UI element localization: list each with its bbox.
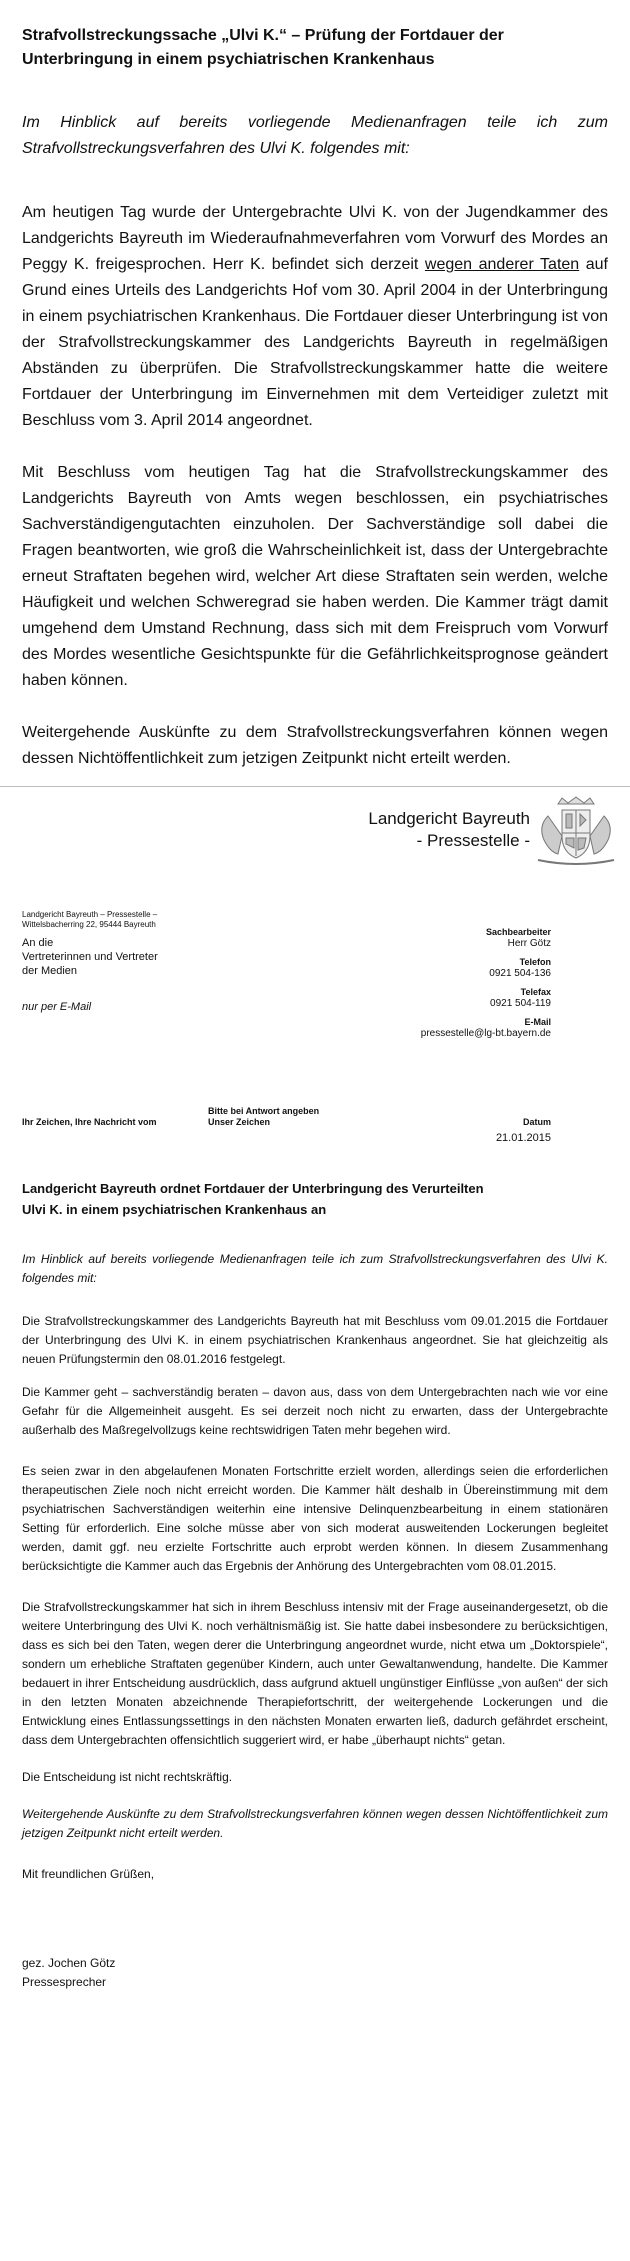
contact-block	[351, 926, 551, 1040]
underlined-text: wegen anderer Taten	[424, 256, 580, 273]
release-2-paragraph: Die Strafvollstreckungskammer hat sich in ihrem Beschluss intensiv mit der Frage auseinandergesetzt, ob die weitere Unterbringung des Ulvi K. noch verhältnismäßig ist. Sie hatte dabei insbesondere zu berücksichtigen, dass es sich bei den Taten, wegen derer die Unterbringung angeordnet wurde, nicht etwa um „Doktorspiele“, sondern um erhebliche Straftaten gegenüber Kindern, auch unter Gewaltanwendung, handelte. Die Kammer bedauert in ihrer Entscheidung ausdrücklich, dass aufgrund aktuell ungünstiger Einflüsse „von außen“ der sich in den letzten Monaten abzeichnende Therapiefortschritt, der weitergehende Lockerungen und die Entwicklung eines Entlassungssettings in den nächsten Monaten erwarten ließ, dadurch gefährdet erscheint, dass dem Untergebrachten offensichtlich suggeriert wird, er habe „überhaupt nichts“ getan.	[22, 1600, 608, 1747]
release-2-closing-note: Weitergehende Auskünfte zu dem Strafvollstreckungsverfahren können wegen dessen Nichtöffentlichkeit zum jetzigen Zeitpunkt nicht erteilt werden.	[22, 1807, 608, 1840]
press-release-1	[22, 24, 608, 772]
date-value: 21.01.2015	[495, 1132, 551, 1144]
release-1-closing-note: Weitergehende Auskünfte zu dem Strafvollstreckungsverfahren können wegen dessen Nichtöffentlichkeit zum jetzigen Zeitpunkt nicht erteilt werden.	[22, 724, 608, 767]
release-1-paragraph	[22, 200, 608, 434]
sender-line: Landgericht Bayreuth – Pressestelle –	[22, 910, 158, 919]
contact-value: Herr Götz	[507, 938, 551, 949]
contact-label: Telefon	[519, 957, 551, 967]
reference-line: Bitte bei Antwort angeben	[208, 1106, 320, 1116]
recipient-address	[22, 936, 158, 978]
recipient-line: Vertreterinnen und Vertreter	[22, 951, 158, 963]
delivery-note: nur per E-Mail	[22, 1001, 92, 1013]
contact-label: E-Mail	[524, 1017, 551, 1027]
release-1-paragraph: Mit Beschluss vom heutigen Tag hat die Strafvollstreckungskammer des Landgerichts Bayreuth von Amts wegen beschlossen, ein psychiatrisches Sachverständigengutachten einzuholen. Der Sachverständige soll dabei die Fragen beantworten, wie groß die Wahrscheinlichkeit ist, dass der Untergebrachte erneut Straftaten begehen wird, welcher Art diese Straftaten sein werden, welche Häufigkeit und welchen Schweregrad sie haben werden. Die Kammer trägt damit umgehend dem Umstand Rechnung, dass sich mit dem Freispruch vom Vorwurf des Mordes wesentliche Gesichtspunkte für die Gefährlichkeitsprognose geändert haben können.	[22, 464, 608, 689]
title-line: Strafvollstreckungssache „Ulvi K.“ – Prüfung der Fortdauer der	[22, 27, 504, 44]
release-2-intro: Im Hinblick auf bereits vorliegende Medienanfragen teile ich zum Strafvollstreckungsverfahren des Ulvi K. folgendes mit:	[22, 1252, 608, 1285]
email-address: pressestelle@lg-bt.bayern.de	[420, 1028, 551, 1039]
press-office: - Pressestelle -	[416, 831, 530, 850]
press-release-2	[22, 1178, 608, 1992]
text-run: Am heutigen Tag wurde der Untergebrachte Ulvi K. von der Jugendkammer des Landgerichts Bayreuth im Wiederaufnahmeverfahren vom Vorwurf des Mordes an Peggy K. freigesprochen. Herr K. befindet sich derzeit	[22, 204, 608, 273]
court-name-header	[368, 808, 530, 852]
title-line: Landgericht Bayreuth ordnet Fortdauer der Unterbringung des Verurteilten	[22, 1181, 484, 1196]
release-2-paragraph: Es seien zwar in den abgelaufenen Monaten Fortschritte erzielt worden, allerdings seien die erforderlichen therapeutischen Ziele noch nicht erreicht worden. Die Kammer hält deshalb in Übereinstimmung mit dem psychiatrischen Sachverständigen weiterhin eine intensive Delinquenzbearbeitung in einem stationären Setting für erforderlich. Eine solche müsse aber von sich moderat ausweitenden Lockerungen begleitet werden, damit ggf. neu erzielte Fortschritte auch erprobt werden können. In diesem Zusammenhang berücksichtigte die Kammer auch das Ergebnis der Anhörung des Untergebrachten vom 08.01.2015.	[22, 1464, 608, 1573]
contact-label: Telefax	[520, 987, 551, 997]
recipient-line: An die	[22, 937, 54, 949]
date-label: Datum	[522, 1117, 551, 1127]
sender-line: Wittelsbacherring 22, 95444 Bayreuth	[22, 920, 156, 929]
court-name: Landgericht Bayreuth	[368, 809, 530, 828]
bavarian-coat-of-arms-icon	[528, 796, 624, 866]
recipient-line: der Medien	[22, 965, 78, 977]
greeting: Mit freundlichen Grüßen,	[22, 1867, 155, 1881]
reference-line: Unser Zeichen	[208, 1117, 271, 1127]
title-line: Ulvi K. in einem psychiatrischen Krankenhaus an	[22, 1202, 327, 1217]
contact-value: 0921 504-119	[490, 998, 551, 1009]
release-2-status: Die Entscheidung ist nicht rechtskräftig.	[22, 1770, 233, 1784]
release-2-paragraph: Die Strafvollstreckungskammer des Landgerichts Bayreuth hat mit Beschluss vom 09.01.2015 die Fortdauer der Unterbringung des Ulvi K. in einem psychiatrischen Krankenhaus angeordnet. Sie hat gleichzeitig als neuen Prüfungstermin den 08.01.2016 festgelegt.	[22, 1314, 608, 1366]
page-divider	[0, 786, 630, 787]
title-line: Unterbringung in einem psychiatrischen Krankenhaus	[22, 51, 435, 68]
release-2-paragraph: Die Kammer geht – sachverständig beraten – davon aus, dass von dem Untergebrachten nach wie vor eine Gefahr für die Allgemeinheit ausgeht. Es sei derzeit noch nicht zu erwarten, dass der Untergebrachte außerhalb des Maßregelvollzugs keine rechtswidrigen Taten mehr begehen wird.	[22, 1385, 608, 1437]
sender-address	[22, 910, 202, 930]
reference-ours	[208, 1106, 319, 1128]
contact-value: 0921 504-136	[489, 968, 551, 979]
signatory-role: Pressesprecher	[22, 1975, 107, 1989]
text-run: auf Grund eines Urteils des Landgerichts Hof vom 30. April 2004 in der Unterbringung in einem psychiatrischen Krankenhaus. Die Fortdauer dieser Unterbringung ist von der Strafvollstreckungskammer des Landgerichts Bayreuth in regelmäßigen Abständen zu überprüfen. Die Strafvollstreckungskammer hatte die weitere Fortdauer der Unterbringung im Einvernehmen mit dem Verteidiger zuletzt mit Beschluss vom 3. April 2014 angeordnet.	[22, 256, 609, 429]
contact-label: Sachbearbeiter	[485, 927, 551, 937]
release-1-title	[22, 24, 608, 72]
signature: gez. Jochen Götz	[22, 1956, 116, 1970]
reference-yours: Ihr Zeichen, Ihre Nachricht vom	[22, 1117, 157, 1127]
release-1-intro: Im Hinblick auf bereits vorliegende Medienanfragen teile ich zum Strafvollstreckungsverfahren des Ulvi K. folgendes mit:	[22, 114, 608, 157]
release-2-title	[22, 1178, 608, 1220]
